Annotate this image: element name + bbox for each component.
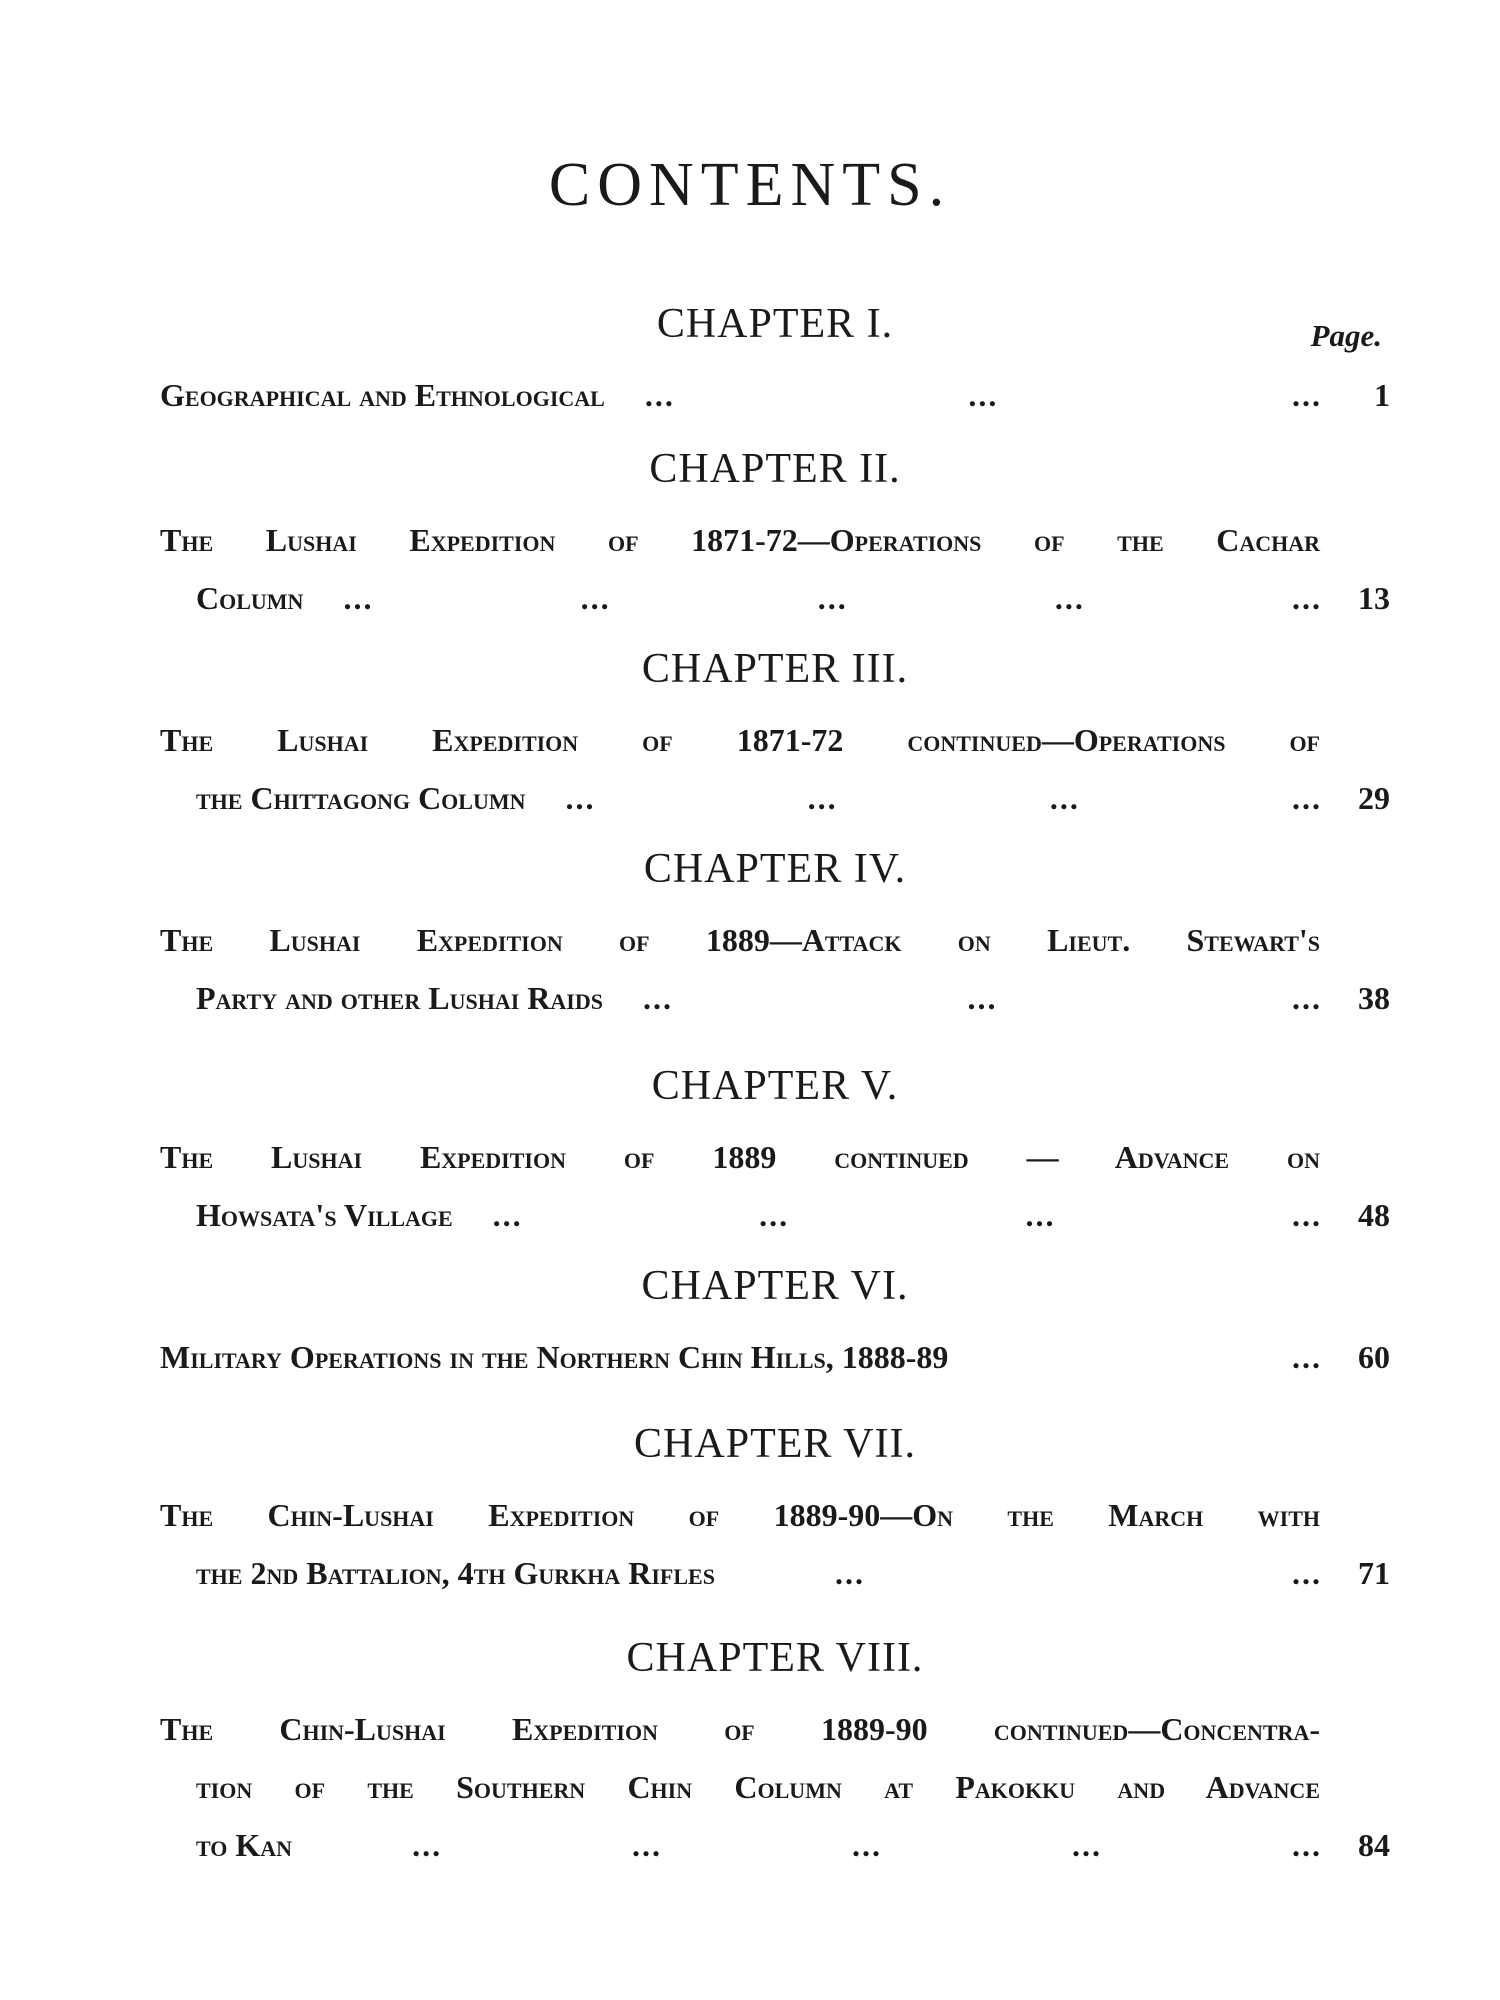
- toc-entry-last-line[interactable]: [160, 1816, 1390, 1874]
- page-number: 60: [1358, 1339, 1390, 1375]
- toc-entry-last-line[interactable]: [160, 769, 1390, 827]
- dot-leader: ... ... ... ... ...: [343, 580, 1322, 616]
- toc-entry-text: Howsata's Village: [196, 1197, 453, 1233]
- chapter-2: [160, 445, 1390, 627]
- toc-entry-line: [160, 511, 1390, 569]
- dot-leader: ... ... ... ...: [565, 780, 1322, 816]
- toc-entry-text: The Chin-Lushai Expedition of 1889-90—On the March with: [160, 1497, 1320, 1533]
- toc-entry-text: The Lushai Expedition of 1871-72 continued—Operations of: [160, 722, 1320, 758]
- dot-leader: ... ...: [834, 1555, 1322, 1591]
- toc-entry-text: the 2nd Battalion, 4th Gurkha Rifles: [196, 1555, 715, 1591]
- page-number: 84: [1358, 1827, 1390, 1863]
- toc-entry-text: The Lushai Expedition of 1889—Attack on Lieut. Stewart's: [160, 922, 1320, 958]
- toc-entry-last-line[interactable]: [160, 1186, 1390, 1244]
- chapter-heading: CHAPTER VIII.: [626, 1635, 924, 1681]
- page-number: 1: [1374, 377, 1390, 413]
- chapter-7: [160, 1420, 1390, 1602]
- page-column-label: Page.: [1310, 318, 1382, 353]
- dot-leader: ... ... ...: [644, 377, 1322, 413]
- toc-entry-line: [160, 911, 1390, 969]
- chapter-heading: CHAPTER VI.: [641, 1263, 909, 1309]
- toc-entry-text: tion of the Southern Chin Column at Pakokku and Advance: [196, 1769, 1320, 1805]
- toc-entry-last-line[interactable]: [160, 969, 1390, 1027]
- chapter-1: [160, 300, 1390, 424]
- chapter-heading: CHAPTER IV.: [643, 846, 907, 892]
- dot-leader: ... ... ... ... ...: [412, 1827, 1322, 1863]
- toc-entry-text: to Kan: [196, 1827, 293, 1863]
- page-number: 29: [1358, 780, 1390, 816]
- chapter-heading: CHAPTER VII.: [634, 1421, 916, 1467]
- toc-entry-text: Military Operations in the Northern Chin Hills, 1888-89: [160, 1339, 949, 1375]
- chapter-heading: CHAPTER V.: [651, 1063, 899, 1109]
- chapter-heading: CHAPTER I.: [656, 301, 894, 347]
- toc-entry-last-line[interactable]: [160, 366, 1390, 424]
- chapter-6: [160, 1262, 1390, 1386]
- toc-entry-last-line[interactable]: [160, 1544, 1390, 1602]
- dot-leader: ... ... ...: [642, 980, 1322, 1016]
- page-number: 38: [1358, 980, 1390, 1016]
- toc-entry-text: Party and other Lushai Raids: [196, 980, 603, 1016]
- toc-entry-line: [160, 711, 1390, 769]
- chapter-4: [160, 845, 1390, 1027]
- page-number: 13: [1358, 580, 1390, 616]
- toc-entry-text: the Chittagong Column: [196, 780, 526, 816]
- toc-entry-last-line[interactable]: [160, 569, 1390, 627]
- page-number: 48: [1358, 1197, 1390, 1233]
- toc-entry-text: Column: [196, 580, 304, 616]
- chapter-8: [160, 1634, 1390, 1874]
- dot-leader: ... ... ... ...: [492, 1197, 1322, 1233]
- toc-entry-text: The Lushai Expedition of 1889 continued — Advance on: [160, 1139, 1320, 1175]
- chapter-heading: CHAPTER II.: [649, 446, 901, 492]
- toc-entry-text: The Chin-Lushai Expedition of 1889-90 continued—Concentra-: [160, 1711, 1320, 1747]
- toc-entry-text: Geographical and Ethnological: [160, 377, 605, 413]
- toc-entry-line: [160, 1758, 1390, 1816]
- page-number: 71: [1358, 1555, 1390, 1591]
- toc-entry-line: [160, 1700, 1390, 1758]
- chapter-heading: CHAPTER III.: [641, 646, 909, 692]
- chapter-5: [160, 1062, 1390, 1244]
- page-title: CONTENTS.: [548, 151, 952, 219]
- toc-entry-line: [160, 1128, 1390, 1186]
- toc-entry-text: The Lushai Expedition of 1871-72—Operations of the Cachar: [160, 522, 1320, 558]
- toc-entry-line: [160, 1486, 1390, 1544]
- chapter-3: [160, 645, 1390, 827]
- toc-entry-last-line[interactable]: [160, 1328, 1390, 1386]
- dot-leader: ...: [1292, 1339, 1322, 1375]
